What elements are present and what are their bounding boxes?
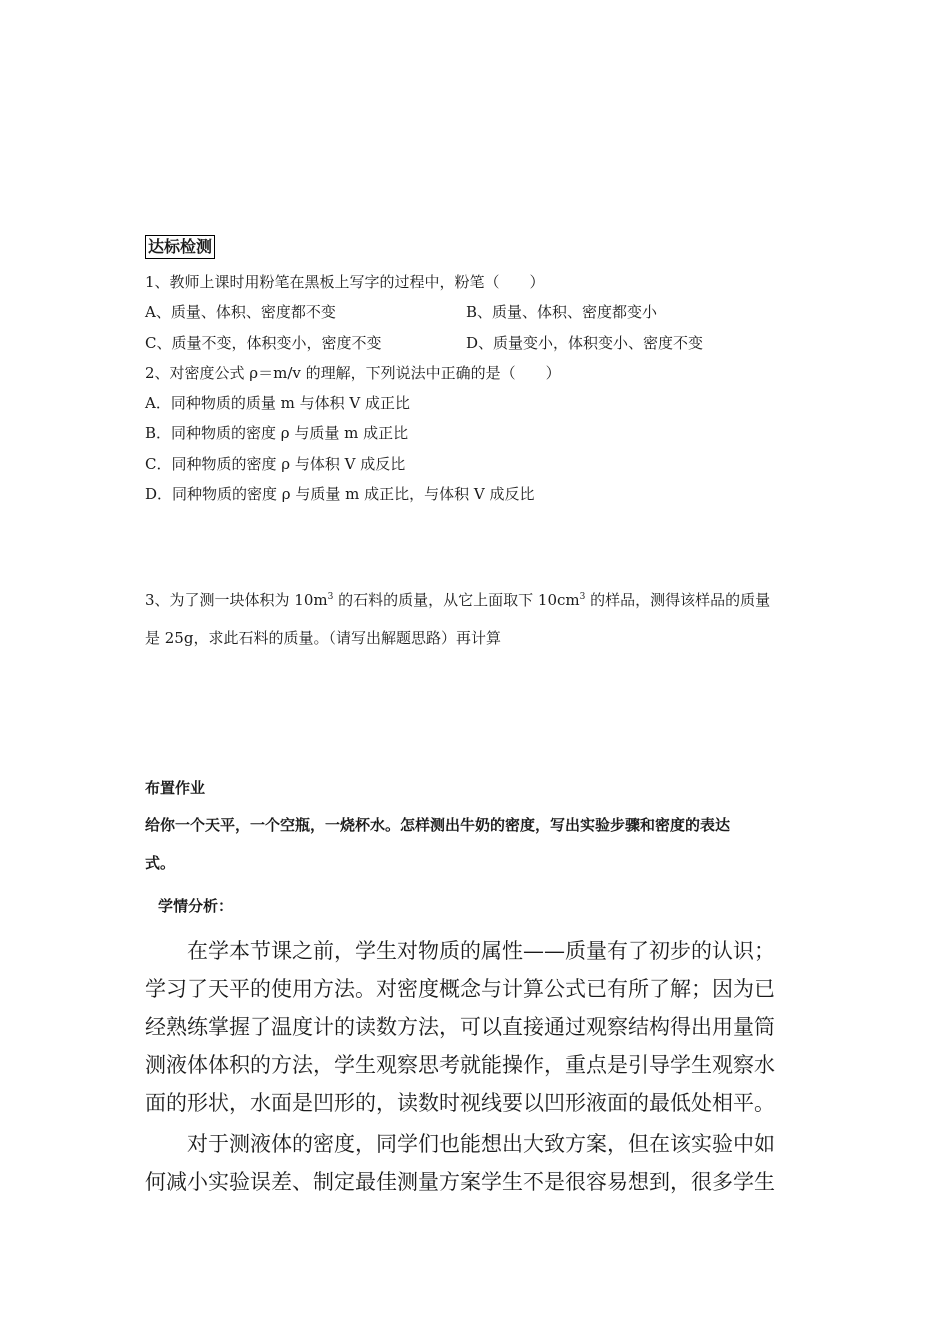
analysis-line-4: 测液体体积的方法，学生观察思考就能操作，重点是引导学生观察水 bbox=[145, 1053, 775, 1077]
question-1-stem: 1、教师上课时用粉笔在黑板上写字的过程中，粉笔（ ） bbox=[145, 273, 545, 291]
question-3-line-1 bbox=[145, 590, 770, 610]
question-2-option-a: A．同种物质的质量 m 与体积 V 成正比 bbox=[145, 394, 410, 412]
question-2-stem: 2、对密度公式 ρ＝m/v 的理解，下列说法中正确的是（ ） bbox=[145, 364, 561, 382]
homework-line-1: 给你一个天平，一个空瓶，一烧杯水。怎样测出牛奶的密度，写出实验步骤和密度的表达 bbox=[145, 816, 731, 834]
homework-line-2: 式。 bbox=[145, 854, 176, 872]
question-2-option-d: D．同种物质的密度 ρ 与质量 m 成正比，与体积 V 成反比 bbox=[145, 485, 535, 503]
question-3-text-b: 的石料的质量，从它上面取下 10cm bbox=[333, 591, 580, 609]
question-1-option-d: D、质量变小，体积变小、密度不变 bbox=[466, 334, 704, 352]
analysis-line-2: 学习了天平的使用方法。对密度概念与计算公式已有所了解；因为已 bbox=[145, 977, 775, 1001]
analysis-line-3: 经熟练掌握了温度计的读数方法，可以直接通过观察结构得出用量筒 bbox=[145, 1015, 775, 1039]
analysis-line-6: 对于测液体的密度，同学们也能想出大致方案，但在该实验中如 bbox=[187, 1132, 775, 1156]
section-title-check: 达标检测 bbox=[145, 235, 215, 259]
question-1-option-c: C、质量不变，体积变小，密度不变 bbox=[145, 334, 382, 352]
question-3-superscript-1: 3 bbox=[327, 592, 334, 602]
analysis-title: 学情分析： bbox=[158, 897, 234, 915]
analysis-line-7: 何减小实验误差、制定最佳测量方案学生不是很容易想到，很多学生 bbox=[145, 1170, 775, 1194]
question-3-superscript-2: 3 bbox=[579, 592, 586, 602]
question-3-line-2: 是 25g，求此石料的质量。（请写出解题思路）再计算 bbox=[145, 629, 501, 647]
question-3-text-a: 3、为了测一块体积为 10m bbox=[145, 591, 328, 609]
analysis-line-5: 面的形状，水面是凹形的，读数时视线要以凹形液面的最低处相平。 bbox=[145, 1091, 775, 1115]
question-2-option-b: B．同种物质的密度 ρ 与质量 m 成正比 bbox=[145, 424, 409, 442]
question-3-text-c: 的样品，测得该样品的质量 bbox=[585, 591, 771, 609]
question-1-option-a: A、质量、体积、密度都不变 bbox=[145, 303, 336, 321]
homework-title: 布置作业 bbox=[145, 779, 206, 797]
question-2-option-c: C．同种物质的密度 ρ 与体积 V 成反比 bbox=[145, 455, 406, 473]
analysis-line-1: 在学本节课之前，学生对物质的属性——质量有了初步的认识； bbox=[187, 939, 775, 963]
question-1-option-b: B、质量、体积、密度都变小 bbox=[466, 303, 658, 321]
